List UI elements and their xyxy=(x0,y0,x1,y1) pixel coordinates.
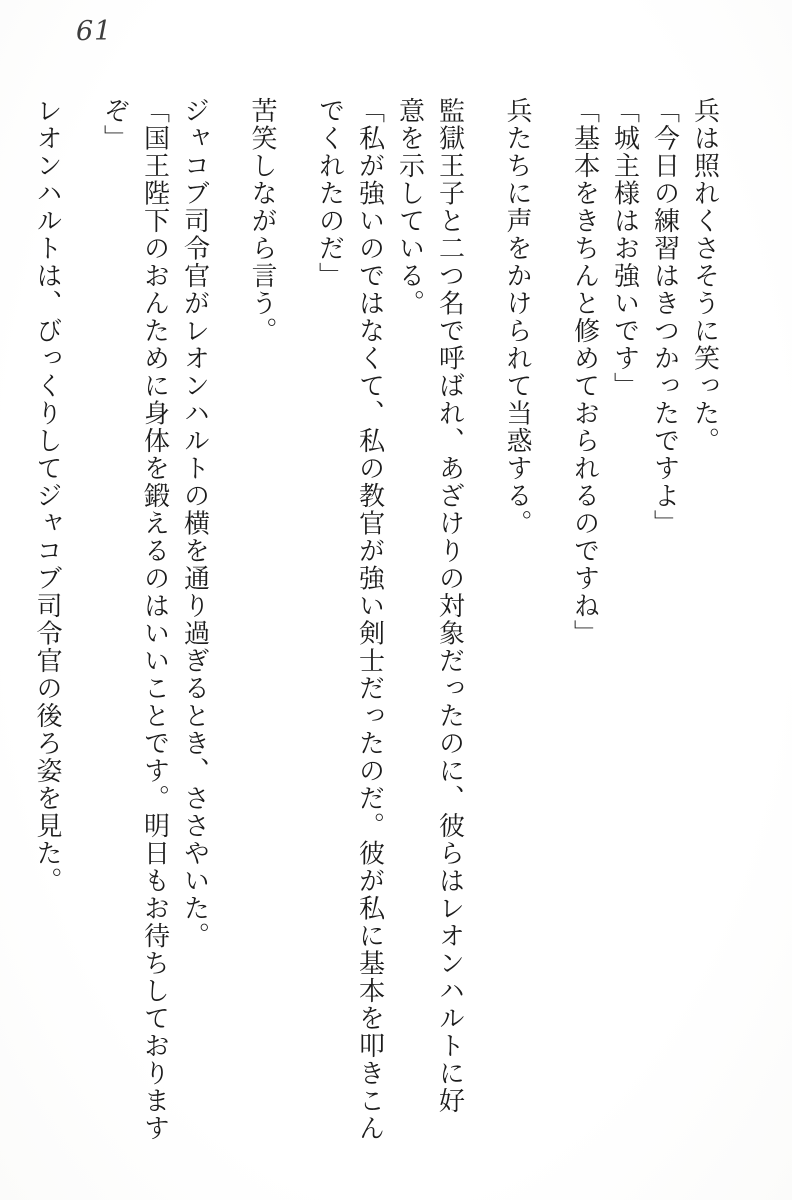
paragraph xyxy=(242,97,310,1145)
text-line: 「今日の練習はきつかったですよ」 xyxy=(649,97,680,537)
text-line: 監獄王子と二つ名で呼ばれ、あざけりの対象だったのに、彼らはレオンハルトに好 xyxy=(434,97,465,1115)
text-line: 「国王陛下のおんために身体を鍛えるのはいいことです。明日もお待ちしております xyxy=(139,97,170,1142)
text-line: 「私が強いのではなくて、私の教官が強い剣士だったのだ。彼が私に基本を叩きこん xyxy=(354,97,385,1142)
text-line: 苦笑しながら言う。 xyxy=(247,97,277,345)
paragraph xyxy=(0,97,27,1145)
body-text xyxy=(0,97,752,1145)
paragraph xyxy=(310,97,390,1145)
paragraph xyxy=(605,97,645,1145)
paragraph xyxy=(175,97,243,1145)
text-line: 意を示している。 xyxy=(394,97,425,317)
paragraph xyxy=(565,97,605,1145)
paragraph xyxy=(390,97,498,1145)
text-line xyxy=(0,97,27,1145)
paragraph xyxy=(95,97,175,1145)
text-line: レオンハルトは、びっくりしてジャコブ司令官の後ろ姿を見た。 xyxy=(32,97,62,895)
text-line: でくれたのだ」 xyxy=(314,97,345,290)
text-line: 兵たちに声をかけられて当惑する。 xyxy=(502,97,532,537)
page-number: 61 xyxy=(76,16,113,47)
paragraph xyxy=(497,97,565,1145)
paragraph xyxy=(27,97,95,1145)
text-line: 「基本をきちんと修めておられるのですね」 xyxy=(569,97,600,647)
paragraph xyxy=(685,97,753,1145)
text-line: 兵は照れくさそうに笑った。 xyxy=(689,97,720,455)
text-line: 「城主様はお強いです」 xyxy=(609,97,640,400)
text-line: ジャコブ司令官がレオンハルトの横を通り過ぎるとき、ささやいた。 xyxy=(179,97,210,950)
text-line: ぞ」 xyxy=(99,97,130,152)
paragraph xyxy=(645,97,685,1145)
